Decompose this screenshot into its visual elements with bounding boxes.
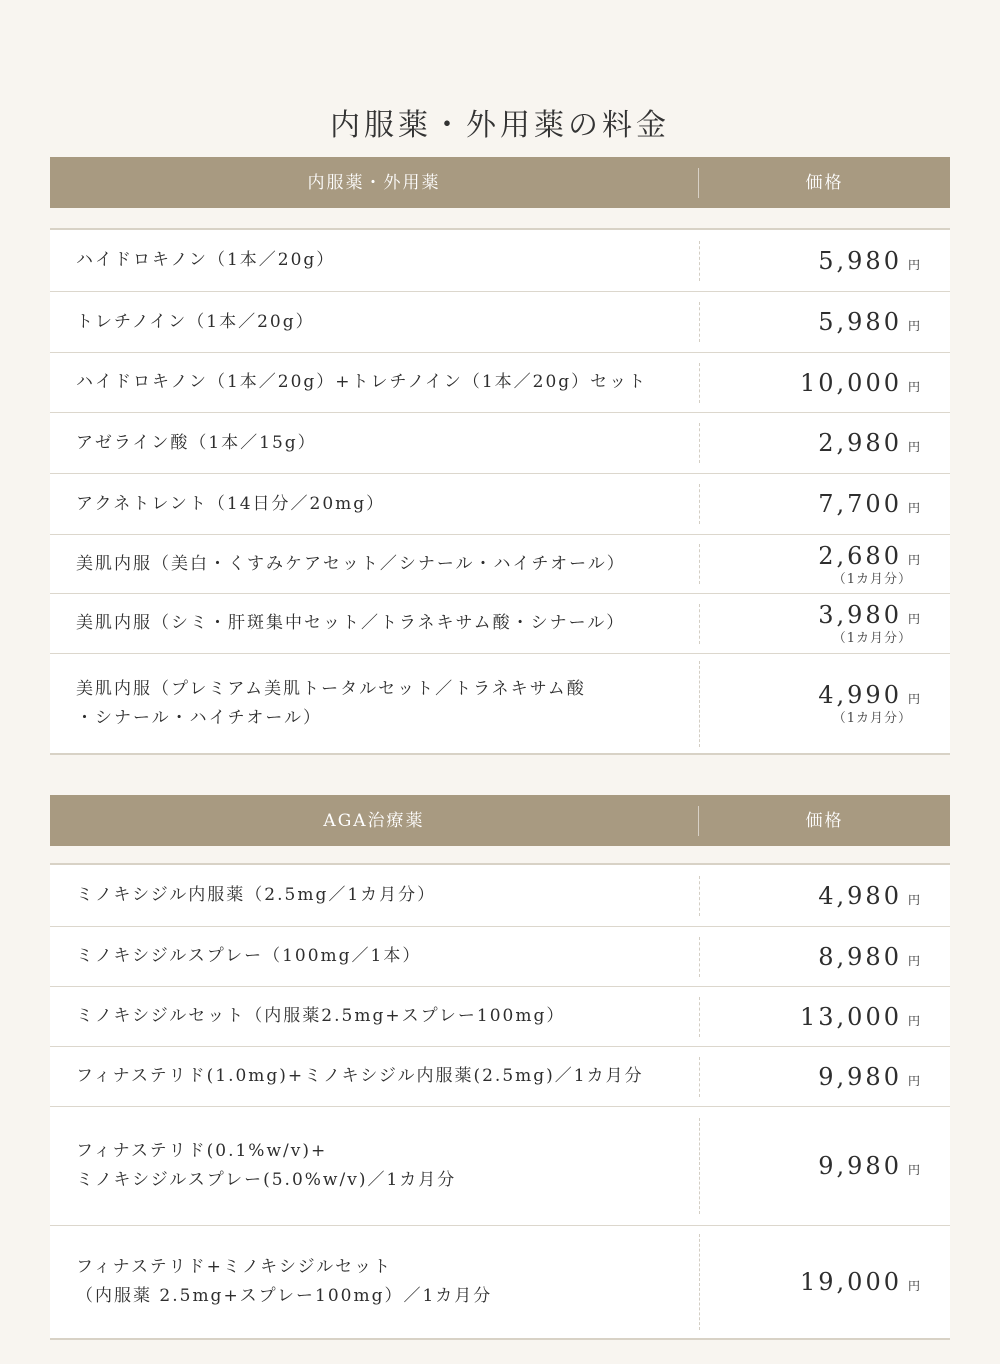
table-body <box>50 228 950 755</box>
item-name-line: トレチノイン（1本／20g） <box>76 311 315 332</box>
item-name <box>50 292 699 352</box>
item-name <box>50 927 699 986</box>
item-price <box>700 1047 950 1106</box>
price-note: （1カ月分） <box>832 631 912 646</box>
item-price <box>700 865 950 926</box>
price-unit: 円 <box>907 552 920 567</box>
price-amount: 10,000 <box>800 368 902 397</box>
item-price <box>700 654 950 753</box>
price-amount: 5,980 <box>818 246 902 275</box>
table-row <box>50 534 950 593</box>
price-table-topical-oral <box>50 157 950 755</box>
item-name-line: アゼライン酸（1本／15g） <box>76 432 317 453</box>
item-price <box>700 1107 950 1225</box>
item-price <box>700 474 950 534</box>
item-name <box>50 865 699 926</box>
item-price <box>700 230 950 291</box>
item-name-line: ハイドロキノン（1本／20g）+トレチノイン（1本／20g）セット <box>76 372 648 392</box>
price-unit: 円 <box>907 319 920 333</box>
price-amount: 8,980 <box>818 942 902 971</box>
item-name-line: 美肌内服（シミ・肝斑集中セット／トラネキサム酸・シナール） <box>76 613 626 633</box>
item-price <box>700 594 950 653</box>
header-price-label: 価格 <box>805 810 844 831</box>
item-name-line: ミノキシジルセット（内服薬2.5mg+スプレー100mg） <box>76 1006 566 1026</box>
item-name <box>50 987 699 1046</box>
price-table-aga <box>50 795 950 1340</box>
price-unit: 円 <box>907 953 920 968</box>
price-note: （1カ月分） <box>832 571 912 587</box>
item-name-line: フィナステリド(1.0mg)+ミノキシジル内服薬(2.5mg)／1カ月分 <box>76 1066 644 1086</box>
price-unit: 円 <box>907 1073 920 1088</box>
item-price <box>700 353 950 412</box>
item-name <box>50 474 699 534</box>
table-row <box>50 865 950 926</box>
item-name-line: 美肌内服（プレミアム美肌トータルセット／トラネキサム酸 <box>76 678 586 699</box>
item-name-line: フィナステリド+ミノキシジルセット <box>76 1257 393 1277</box>
item-name <box>50 413 699 473</box>
item-name <box>50 535 699 593</box>
table-row <box>50 1106 950 1225</box>
price-amount: 9,980 <box>818 1152 902 1180</box>
item-price <box>700 413 950 473</box>
item-price <box>700 535 950 593</box>
table-row <box>50 653 950 753</box>
table-row <box>50 473 950 534</box>
price-unit: 円 <box>907 257 920 272</box>
table-row <box>50 412 950 473</box>
price-amount: 7,700 <box>818 490 902 518</box>
price-unit: 円 <box>907 1163 920 1177</box>
price-amount: 4,980 <box>818 881 902 910</box>
item-name <box>50 230 699 291</box>
header-item-label: 内服薬・外用薬 <box>50 168 699 198</box>
item-name <box>50 1107 699 1225</box>
price-unit: 円 <box>907 692 920 706</box>
table-row <box>50 593 950 653</box>
item-name-line: ミノキシジル内服薬（2.5mg／1カ月分） <box>76 885 437 905</box>
price-amount: 2,680 <box>818 541 902 570</box>
item-name <box>50 1226 699 1338</box>
item-price <box>700 292 950 352</box>
price-unit: 円 <box>907 440 920 454</box>
item-price <box>700 987 950 1046</box>
item-price <box>700 927 950 986</box>
price-amount: 4,990 <box>818 681 902 709</box>
price-amount: 9,980 <box>818 1062 902 1091</box>
item-price <box>700 1226 950 1338</box>
table-row <box>50 352 950 412</box>
item-name-line: （内服薬 2.5mg+スプレー100mg）／1カ月分 <box>76 1286 493 1306</box>
table-body <box>50 863 950 1340</box>
page-title: 内服薬・外用薬の料金 <box>330 108 670 143</box>
price-amount: 13,000 <box>800 1002 902 1031</box>
item-name-line: ・シナール・ハイチオール） <box>76 707 322 728</box>
item-name-line: ミノキシジルスプレー(5.0%w/v)／1カ月分 <box>76 1170 457 1190</box>
item-name <box>50 1047 699 1106</box>
item-name <box>50 353 699 412</box>
table-row <box>50 291 950 352</box>
item-name-line: 美肌内服（美白・くすみケアセット／シナール・ハイチオール） <box>76 553 626 574</box>
table-row <box>50 986 950 1046</box>
item-name <box>50 654 699 753</box>
item-name-line: ミノキシジルスプレー（100mg／1本） <box>76 946 422 966</box>
table-row <box>50 230 950 291</box>
price-unit: 円 <box>907 1279 920 1293</box>
price-amount: 3,980 <box>818 601 902 629</box>
header-item-label: AGA治療薬 <box>50 806 699 836</box>
table-header <box>50 795 950 846</box>
price-unit: 円 <box>907 501 920 515</box>
price-unit: 円 <box>907 612 920 626</box>
price-amount: 19,000 <box>800 1268 902 1296</box>
table-row <box>50 926 950 986</box>
table-row <box>50 1046 950 1106</box>
price-amount: 5,980 <box>818 308 902 336</box>
price-unit: 円 <box>907 892 920 907</box>
item-name-line: ハイドロキノン（1本／20g） <box>76 250 336 270</box>
table-row <box>50 1225 950 1338</box>
table-header <box>50 157 950 208</box>
item-name-line: フィナステリド(0.1%w/v)+ <box>76 1141 328 1161</box>
price-unit: 円 <box>907 1013 920 1028</box>
price-note: （1カ月分） <box>832 711 912 726</box>
price-amount: 2,980 <box>818 429 902 457</box>
item-name-line: アクネトレント（14日分／20mg） <box>76 493 386 514</box>
header-price-label: 価格 <box>805 172 844 193</box>
item-name <box>50 594 699 653</box>
price-unit: 円 <box>907 379 920 394</box>
